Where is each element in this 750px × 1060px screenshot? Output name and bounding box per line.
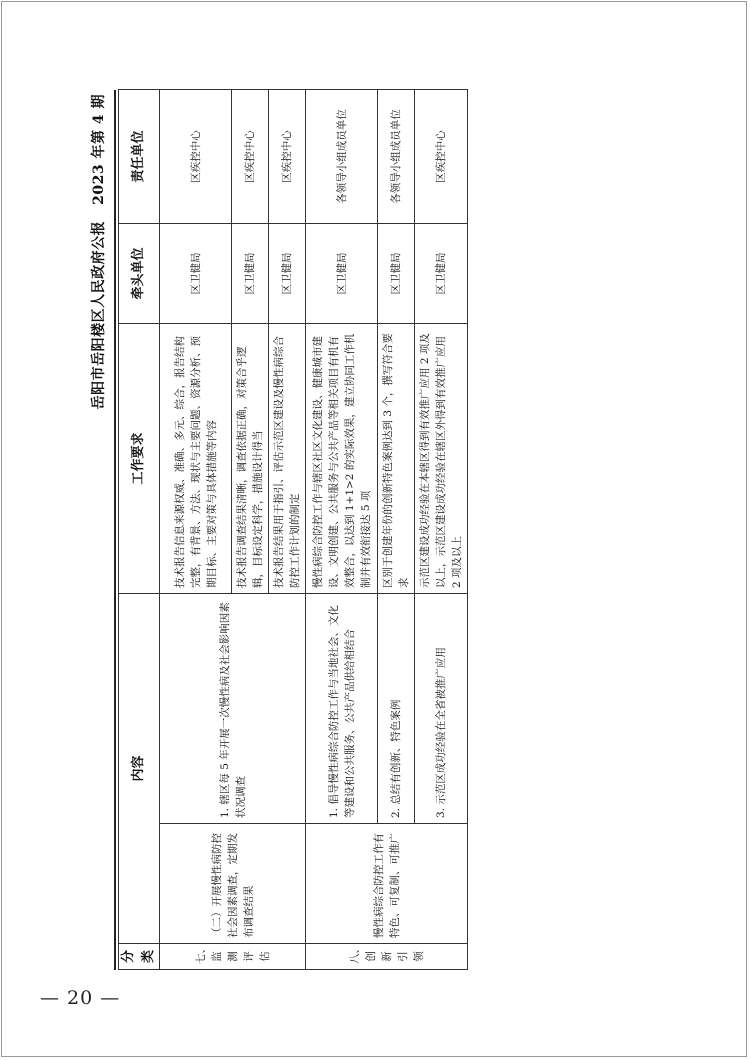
col-header-lead-unit: 牵头单位	[119, 223, 160, 323]
task-cell: 3. 示范区成功经验在全省被推广应用	[415, 593, 468, 823]
table-row	[306, 89, 378, 969]
col-header-responsible-unit: 责任单位	[119, 89, 160, 223]
lead-unit-cell: 区卫健局	[269, 223, 306, 323]
requirement-cell: 技术报告调查结果清晰，调查依据正确，对策合乎逻辑，目标设定科学，措施设计得当	[232, 323, 269, 593]
rotated-page-content	[91, 90, 463, 970]
responsible-unit-cell: 区疾控中心	[415, 89, 468, 223]
responsible-unit-cell: 各领导小组成员单位	[378, 89, 415, 223]
requirement-cell: 慢性病综合防控工作与辖区社区文化建设、健康城市建设、文明创建、公共服务与公共产品等相关项目有机有效整合，以达到 1+1>2 的实际效果，建立协同工作机制并有效衔接达 5 项	[306, 323, 378, 593]
col-header-category: 分类	[119, 944, 160, 970]
content-cell: （二）开展慢性病防控社会因素调查，定期发布调查结果	[160, 824, 306, 944]
page-number: — 20 —	[40, 987, 121, 1009]
table-header-row	[119, 89, 160, 969]
responsible-unit-cell: 区疾控中心	[269, 89, 306, 223]
running-header	[84, 90, 116, 970]
task-cell: 1. 辖区每 5 年开展一次慢性病及社会影响因素状况调查	[160, 593, 306, 823]
requirement-cell: 技术报告结果用于指引、评估示范区建设及慢性病综合防控工作计划的制定	[269, 323, 306, 593]
responsible-unit-cell: 区疾控中心	[232, 89, 269, 223]
responsible-unit-cell: 各领导小组成员单位	[306, 89, 378, 223]
lead-unit-cell: 区卫健局	[232, 223, 269, 323]
table-row	[160, 89, 232, 969]
header-text	[88, 94, 108, 409]
header-issue: 2023 年第 4 期	[91, 94, 107, 205]
category-cell: 七、 监测评估	[160, 944, 306, 970]
requirement-cell: 技术报告信息来源权威、准确、多元、综合，报告结构完整，有背景、方法、现状与主要问题、资源分析、预期目标、主要对策与具体措施等内容	[160, 323, 232, 593]
col-header-content: 内容	[119, 593, 160, 943]
lead-unit-cell: 区卫健局	[160, 223, 232, 323]
header-publication: 岳阳市岳阳楼区人民政府公报	[91, 220, 107, 410]
task-cell: 1. 倡导慢性病综合防控工作与当地社会、文化等建设和公共服务、公共产品供给相结合	[306, 593, 378, 823]
lead-unit-cell: 区卫健局	[306, 223, 378, 323]
content-cell: 慢性病综合防控工作有特色、可复制、可推广	[306, 824, 468, 944]
work-requirements-table	[118, 89, 468, 970]
lead-unit-cell: 区卫健局	[378, 223, 415, 323]
category-cell: 八、 创新引领	[306, 944, 468, 970]
col-header-requirement: 工作要求	[119, 323, 160, 593]
responsible-unit-cell: 区疾控中心	[160, 89, 232, 223]
lead-unit-cell: 区卫健局	[415, 223, 468, 323]
requirement-cell: 区别于创建年份的创新特色案例达到 3 个，撰写符合要求	[378, 323, 415, 593]
task-cell: 2. 总结有创新、特色案例	[378, 593, 415, 823]
requirement-cell: 示范区建设成功经验在本辖区得到有效推广应用 2 项及以上，示范区建设成功经验在辖区外得到有效推广应用 2 项及以上	[415, 323, 468, 593]
